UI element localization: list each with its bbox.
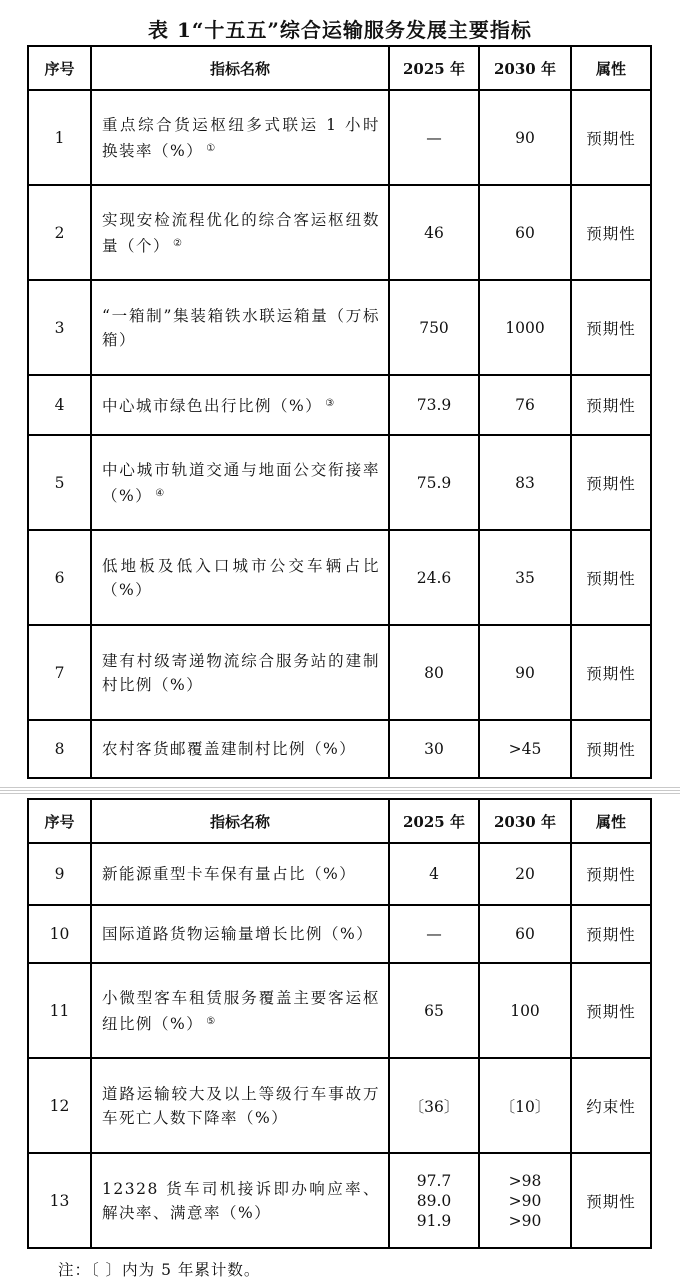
cell-2030: 1000 [479, 280, 571, 375]
cell-2030: 100 [479, 963, 571, 1058]
indicator-name: 中心城市轨道交通与地面公交衔接率（%） [102, 460, 380, 505]
cell-no: 4 [28, 375, 91, 435]
cell-no: 5 [28, 435, 91, 530]
indicator-name: 重点综合货运枢纽多式联运 1 小时换装率（%） [102, 115, 380, 160]
cell-attribute: 约束性 [571, 1058, 651, 1153]
indicator-name: 低地板及低入口城市公交车辆占比（%） [102, 556, 380, 599]
footnote-marker: ⑤ [206, 1015, 216, 1027]
footnote-marker: ④ [155, 487, 165, 499]
footnote-marker: ① [206, 142, 216, 154]
indicator-name: 12328 货车司机接诉即办响应率、解决率、满意率（%） [102, 1179, 380, 1222]
value-line: >90 [508, 1191, 542, 1210]
cell-attribute: 预期性 [571, 435, 651, 530]
cell-2030: 76 [479, 375, 571, 435]
header-name: 指标名称 [91, 799, 389, 843]
cell-indicator-name [91, 375, 389, 435]
cell-attribute: 预期性 [571, 90, 651, 185]
cell-2030: 60 [479, 905, 571, 963]
table-row [28, 625, 651, 720]
cell-2025: 〔36〕 [389, 1058, 479, 1153]
header-attr: 属性 [571, 46, 651, 90]
cell-indicator-name [91, 280, 389, 375]
cell-no: 6 [28, 530, 91, 625]
header-attr: 属性 [571, 799, 651, 843]
table-row [28, 905, 651, 963]
header-2030: 2030 年 [479, 799, 571, 843]
cell-2025: 65 [389, 963, 479, 1058]
cell-indicator-name [91, 1058, 389, 1153]
table-header-row [28, 46, 651, 90]
cell-indicator-name [91, 843, 389, 905]
table-row [28, 1058, 651, 1153]
table-row [28, 530, 651, 625]
table-header-row [28, 799, 651, 843]
value-line: 97.7 [416, 1171, 452, 1190]
cell-attribute: 预期性 [571, 843, 651, 905]
cell-indicator-name [91, 625, 389, 720]
cell-2025: 46 [389, 185, 479, 280]
footnote-marker: ③ [325, 398, 335, 409]
table-row [28, 1153, 651, 1248]
header-no: 序号 [28, 46, 91, 90]
page-break-line [0, 790, 680, 791]
header-2025: 2025 年 [389, 46, 479, 90]
cell-indicator-name [91, 185, 389, 280]
table-row [28, 843, 651, 905]
cell-2030: 35 [479, 530, 571, 625]
cell-attribute: 预期性 [571, 375, 651, 435]
value-line: >90 [508, 1211, 542, 1230]
cell-2025: 750 [389, 280, 479, 375]
header-name: 指标名称 [91, 46, 389, 90]
page-break-line [0, 787, 680, 788]
table-row [28, 435, 651, 530]
cell-attribute: 预期性 [571, 625, 651, 720]
cell-2025: 30 [389, 720, 479, 778]
indicator-name: 建有村级寄递物流综合服务站的建制村比例（%） [102, 651, 380, 694]
table-note: 注：〔 〕内为 5 年累计数。 [58, 1261, 261, 1279]
header-no: 序号 [28, 799, 91, 843]
cell-attribute: 预期性 [571, 530, 651, 625]
cell-indicator-name [91, 435, 389, 530]
cell-attribute: 预期性 [571, 905, 651, 963]
cell-no: 11 [28, 963, 91, 1058]
cell-2025: 80 [389, 625, 479, 720]
cell-no: 12 [28, 1058, 91, 1153]
cell-2025: 24.6 [389, 530, 479, 625]
header-2030: 2030 年 [479, 46, 571, 90]
cell-2030: 90 [479, 90, 571, 185]
cell-2030: 90 [479, 625, 571, 720]
cell-no: 7 [28, 625, 91, 720]
cell-attribute: 预期性 [571, 280, 651, 375]
cell-2030 [479, 1153, 571, 1248]
indicator-name: 道路运输较大及以上等级行车事故万车死亡人数下降率（%） [102, 1084, 380, 1127]
footnote-marker: ② [173, 237, 182, 249]
indicator-name: 小微型客车租赁服务覆盖主要客运枢纽比例（%） [102, 988, 380, 1033]
cell-2030: 60 [479, 185, 571, 280]
cell-attribute: 预期性 [571, 720, 651, 778]
cell-attribute: 预期性 [571, 1153, 651, 1248]
indicator-name: 农村客货邮覆盖建制村比例（%） [102, 740, 357, 758]
cell-2025: 4 [389, 843, 479, 905]
cell-indicator-name [91, 90, 389, 185]
cell-attribute: 预期性 [571, 963, 651, 1058]
indicator-name: 新能源重型卡车保有量占比（%） [102, 865, 357, 883]
indicator-table-part-1 [27, 45, 652, 779]
table-row [28, 280, 651, 375]
cell-2030: 20 [479, 843, 571, 905]
page-break-line [0, 793, 680, 794]
cell-2025: — [389, 90, 479, 185]
table-row [28, 963, 651, 1058]
cell-2025: 75.9 [389, 435, 479, 530]
cell-no: 9 [28, 843, 91, 905]
cell-indicator-name [91, 1153, 389, 1248]
table-row [28, 720, 651, 778]
cell-2030: 83 [479, 435, 571, 530]
indicator-table-part-2 [27, 798, 652, 1249]
cell-no: 2 [28, 185, 91, 280]
indicator-name: 国际道路货物运输量增长比例（%） [102, 925, 374, 943]
cell-2025: — [389, 905, 479, 963]
cell-no: 3 [28, 280, 91, 375]
cell-no: 10 [28, 905, 91, 963]
cell-2030: 〔10〕 [479, 1058, 571, 1153]
table-title: 表 1“十五五”综合运输服务发展主要指标 [148, 18, 532, 42]
cell-no: 13 [28, 1153, 91, 1248]
cell-indicator-name [91, 963, 389, 1058]
cell-indicator-name [91, 720, 389, 778]
cell-no: 8 [28, 720, 91, 778]
cell-no: 1 [28, 90, 91, 185]
cell-indicator-name [91, 530, 389, 625]
table-row [28, 90, 651, 185]
cell-attribute: 预期性 [571, 185, 651, 280]
indicator-name: “一箱制”集装箱铁水联运箱量（万标箱） [102, 306, 380, 349]
indicator-name: 中心城市绿色出行比例（%） [102, 397, 323, 415]
cell-2025 [389, 1153, 479, 1248]
value-line: >98 [508, 1171, 542, 1190]
header-2025: 2025 年 [389, 799, 479, 843]
table-row [28, 185, 651, 280]
cell-indicator-name [91, 905, 389, 963]
cell-2025: 73.9 [389, 375, 479, 435]
indicator-name: 实现安检流程优化的综合客运枢纽数量（个） [102, 210, 380, 255]
value-line: 91.9 [416, 1211, 452, 1230]
table-row [28, 375, 651, 435]
cell-2030: >45 [479, 720, 571, 778]
value-line: 89.0 [416, 1191, 452, 1210]
